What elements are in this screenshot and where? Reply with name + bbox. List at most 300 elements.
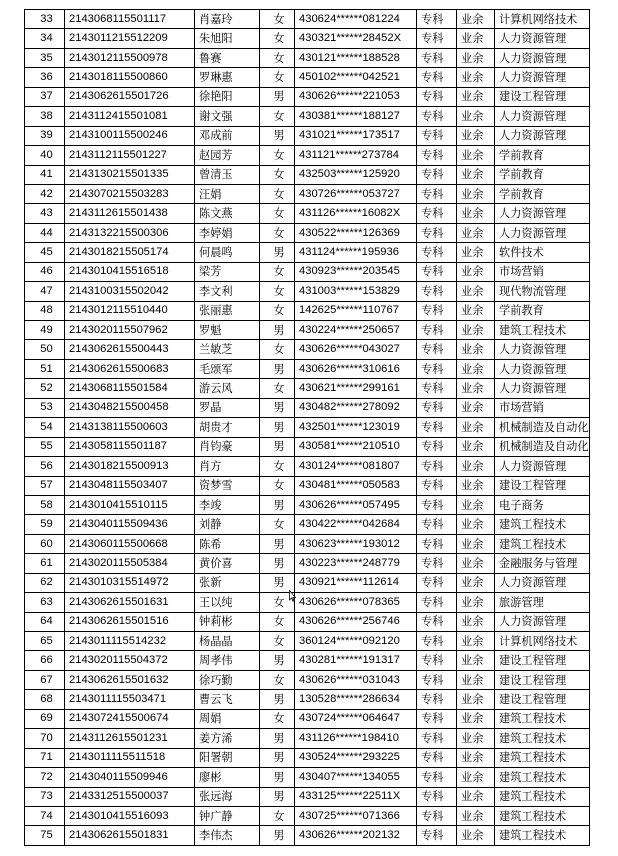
row-student-name: 兰敏芝 bbox=[195, 340, 260, 359]
row-education-level: 专科 bbox=[417, 729, 457, 748]
table-row bbox=[25, 68, 590, 87]
row-student-name: 李婷娟 bbox=[195, 223, 260, 242]
table-row bbox=[25, 670, 590, 689]
row-seq-number: 65 bbox=[25, 632, 65, 651]
table-row bbox=[25, 554, 590, 573]
row-education-level: 专科 bbox=[417, 126, 457, 145]
row-student-name: 姜方浠 bbox=[195, 729, 260, 748]
row-exam-number: 2143062615500443 bbox=[65, 340, 195, 359]
row-exam-number: 2143048215500458 bbox=[65, 398, 195, 417]
row-student-name: 曹云飞 bbox=[195, 690, 260, 709]
row-gender: 女 bbox=[260, 457, 295, 476]
row-major: 建设工程管理 bbox=[495, 476, 590, 495]
row-id-number: 430626******057495 bbox=[295, 495, 417, 514]
row-education-level: 专科 bbox=[417, 495, 457, 514]
row-student-name: 徐巧勤 bbox=[195, 670, 260, 689]
row-seq-number: 52 bbox=[25, 379, 65, 398]
row-education-level: 专科 bbox=[417, 534, 457, 553]
row-education-level: 专科 bbox=[417, 709, 457, 728]
row-id-number: 430482******278092 bbox=[295, 398, 417, 417]
table-row bbox=[25, 495, 590, 514]
row-student-name: 赵园芳 bbox=[195, 146, 260, 165]
row-major: 人力资源管理 bbox=[495, 457, 590, 476]
row-exam-number: 2143062615501632 bbox=[65, 670, 195, 689]
row-seq-number: 64 bbox=[25, 612, 65, 631]
row-student-name: 朱旭阳 bbox=[195, 29, 260, 48]
table-row bbox=[25, 107, 590, 126]
row-major: 学前教育 bbox=[495, 146, 590, 165]
row-student-name: 周娟 bbox=[195, 709, 260, 728]
row-seq-number: 50 bbox=[25, 340, 65, 359]
row-id-number: 430621******299161 bbox=[295, 379, 417, 398]
table-row bbox=[25, 768, 590, 787]
row-id-number: 432503******125920 bbox=[295, 165, 417, 184]
row-exam-number: 2143020115504372 bbox=[65, 651, 195, 670]
row-gender: 男 bbox=[260, 126, 295, 145]
table-row bbox=[25, 729, 590, 748]
row-seq-number: 54 bbox=[25, 418, 65, 437]
row-seq-number: 45 bbox=[25, 243, 65, 262]
row-exam-number: 2143112615501438 bbox=[65, 204, 195, 223]
row-student-name: 肖钧豪 bbox=[195, 437, 260, 456]
row-seq-number: 41 bbox=[25, 165, 65, 184]
row-id-number: 130528******286634 bbox=[295, 690, 417, 709]
row-major: 建设工程管理 bbox=[495, 651, 590, 670]
table-row bbox=[25, 379, 590, 398]
table-row bbox=[25, 748, 590, 767]
row-gender: 男 bbox=[260, 768, 295, 787]
row-study-mode: 业余 bbox=[457, 340, 495, 359]
row-study-mode: 业余 bbox=[457, 10, 495, 29]
row-major: 机械制造及自动化 bbox=[495, 418, 590, 437]
row-education-level: 专科 bbox=[417, 29, 457, 48]
row-gender: 男 bbox=[260, 495, 295, 514]
row-major: 建筑工程技术 bbox=[495, 729, 590, 748]
row-study-mode: 业余 bbox=[457, 359, 495, 378]
row-id-number: 430724******064647 bbox=[295, 709, 417, 728]
table-row bbox=[25, 340, 590, 359]
row-exam-number: 2143060115500668 bbox=[65, 534, 195, 553]
row-student-name: 资梦雪 bbox=[195, 476, 260, 495]
row-seq-number: 68 bbox=[25, 690, 65, 709]
row-id-number: 430626******078365 bbox=[295, 593, 417, 612]
row-study-mode: 业余 bbox=[457, 282, 495, 301]
table-row bbox=[25, 787, 590, 806]
row-seq-number: 34 bbox=[25, 29, 65, 48]
row-student-name: 胡贵才 bbox=[195, 418, 260, 437]
row-study-mode: 业余 bbox=[457, 437, 495, 456]
row-seq-number: 59 bbox=[25, 515, 65, 534]
row-gender: 男 bbox=[260, 748, 295, 767]
row-gender: 女 bbox=[260, 68, 295, 87]
row-major: 市场营销 bbox=[495, 262, 590, 281]
row-major: 计算机网络技术 bbox=[495, 10, 590, 29]
row-study-mode: 业余 bbox=[457, 321, 495, 340]
row-gender: 女 bbox=[260, 48, 295, 67]
row-gender: 男 bbox=[260, 787, 295, 806]
row-seq-number: 33 bbox=[25, 10, 65, 29]
row-major: 学前教育 bbox=[495, 184, 590, 203]
row-exam-number: 2143048115503407 bbox=[65, 476, 195, 495]
row-student-name: 邓成前 bbox=[195, 126, 260, 145]
row-gender: 女 bbox=[260, 612, 295, 631]
row-id-number: 430281******191317 bbox=[295, 651, 417, 670]
row-exam-number: 2143132215500306 bbox=[65, 223, 195, 242]
row-education-level: 专科 bbox=[417, 457, 457, 476]
row-student-name: 梁芳 bbox=[195, 262, 260, 281]
row-study-mode: 业余 bbox=[457, 729, 495, 748]
row-student-name: 肖嘉玲 bbox=[195, 10, 260, 29]
row-id-number: 430481******050583 bbox=[295, 476, 417, 495]
row-education-level: 专科 bbox=[417, 379, 457, 398]
row-major: 建筑工程技术 bbox=[495, 768, 590, 787]
row-seq-number: 49 bbox=[25, 321, 65, 340]
row-exam-number: 2143011115503471 bbox=[65, 690, 195, 709]
table-row bbox=[25, 457, 590, 476]
row-seq-number: 62 bbox=[25, 573, 65, 592]
row-gender: 女 bbox=[260, 632, 295, 651]
table-row bbox=[25, 806, 590, 825]
row-study-mode: 业余 bbox=[457, 379, 495, 398]
row-seq-number: 35 bbox=[25, 48, 65, 67]
row-study-mode: 业余 bbox=[457, 748, 495, 767]
row-gender: 女 bbox=[260, 670, 295, 689]
row-major: 建设工程管理 bbox=[495, 87, 590, 106]
table-row bbox=[25, 651, 590, 670]
row-education-level: 专科 bbox=[417, 10, 457, 29]
row-id-number: 430121******188528 bbox=[295, 48, 417, 67]
row-study-mode: 业余 bbox=[457, 632, 495, 651]
row-gender: 女 bbox=[260, 165, 295, 184]
row-id-number: 431126******16082X bbox=[295, 204, 417, 223]
row-study-mode: 业余 bbox=[457, 184, 495, 203]
table-row bbox=[25, 476, 590, 495]
row-id-number: 360124******092120 bbox=[295, 632, 417, 651]
row-exam-number: 2143100115500246 bbox=[65, 126, 195, 145]
row-student-name: 罗琳惠 bbox=[195, 68, 260, 87]
row-gender: 女 bbox=[260, 340, 295, 359]
row-id-number: 430921******112614 bbox=[295, 573, 417, 592]
row-study-mode: 业余 bbox=[457, 457, 495, 476]
row-seq-number: 69 bbox=[25, 709, 65, 728]
row-education-level: 专科 bbox=[417, 398, 457, 417]
row-major: 人力资源管理 bbox=[495, 359, 590, 378]
row-student-name: 何晨鸣 bbox=[195, 243, 260, 262]
row-exam-number: 2143012115500978 bbox=[65, 48, 195, 67]
row-id-number: 430522******126369 bbox=[295, 223, 417, 242]
table-row bbox=[25, 573, 590, 592]
row-major: 人力资源管理 bbox=[495, 340, 590, 359]
row-study-mode: 业余 bbox=[457, 398, 495, 417]
row-exam-number: 2143010415510115 bbox=[65, 495, 195, 514]
table-row bbox=[25, 262, 590, 281]
row-seq-number: 51 bbox=[25, 359, 65, 378]
row-gender: 男 bbox=[260, 418, 295, 437]
row-major: 电子商务 bbox=[495, 495, 590, 514]
row-major: 人力资源管理 bbox=[495, 48, 590, 67]
row-exam-number: 2143072415500674 bbox=[65, 709, 195, 728]
row-gender: 男 bbox=[260, 729, 295, 748]
row-exam-number: 2143130215501335 bbox=[65, 165, 195, 184]
row-seq-number: 55 bbox=[25, 437, 65, 456]
row-study-mode: 业余 bbox=[457, 87, 495, 106]
row-education-level: 专科 bbox=[417, 806, 457, 825]
table-row bbox=[25, 87, 590, 106]
row-exam-number: 2143062615501631 bbox=[65, 593, 195, 612]
row-exam-number: 2143010315514972 bbox=[65, 573, 195, 592]
row-id-number: 142625******110767 bbox=[295, 301, 417, 320]
roster-body bbox=[25, 10, 590, 846]
row-education-level: 专科 bbox=[417, 787, 457, 806]
row-exam-number: 2143068115501117 bbox=[65, 10, 195, 29]
row-gender: 女 bbox=[260, 223, 295, 242]
row-study-mode: 业余 bbox=[457, 68, 495, 87]
row-education-level: 专科 bbox=[417, 573, 457, 592]
row-study-mode: 业余 bbox=[457, 223, 495, 242]
row-exam-number: 2143100315502042 bbox=[65, 282, 195, 301]
row-major: 建筑工程技术 bbox=[495, 787, 590, 806]
row-gender: 男 bbox=[260, 573, 295, 592]
row-study-mode: 业余 bbox=[457, 806, 495, 825]
row-major: 市场营销 bbox=[495, 398, 590, 417]
row-id-number: 433125******22511X bbox=[295, 787, 417, 806]
row-education-level: 专科 bbox=[417, 437, 457, 456]
row-student-name: 罗晶 bbox=[195, 398, 260, 417]
row-seq-number: 73 bbox=[25, 787, 65, 806]
row-seq-number: 42 bbox=[25, 184, 65, 203]
row-id-number: 430626******031043 bbox=[295, 670, 417, 689]
row-id-number: 430623******193012 bbox=[295, 534, 417, 553]
row-id-number: 430626******221053 bbox=[295, 87, 417, 106]
row-id-number: 431124******195936 bbox=[295, 243, 417, 262]
row-exam-number: 2143018115500860 bbox=[65, 68, 195, 87]
row-student-name: 张远海 bbox=[195, 787, 260, 806]
table-row bbox=[25, 593, 590, 612]
row-id-number: 430321******28452X bbox=[295, 29, 417, 48]
row-seq-number: 74 bbox=[25, 806, 65, 825]
table-row bbox=[25, 48, 590, 67]
row-exam-number: 2143062615501726 bbox=[65, 87, 195, 106]
row-seq-number: 75 bbox=[25, 826, 65, 845]
row-study-mode: 业余 bbox=[457, 768, 495, 787]
row-exam-number: 2143040115509436 bbox=[65, 515, 195, 534]
row-education-level: 专科 bbox=[417, 321, 457, 340]
row-major: 建筑工程技术 bbox=[495, 748, 590, 767]
row-student-name: 阳署朝 bbox=[195, 748, 260, 767]
row-seq-number: 70 bbox=[25, 729, 65, 748]
row-study-mode: 业余 bbox=[457, 107, 495, 126]
row-student-name: 汪娟 bbox=[195, 184, 260, 203]
row-gender: 女 bbox=[260, 379, 295, 398]
row-gender: 男 bbox=[260, 87, 295, 106]
row-exam-number: 2143010415516518 bbox=[65, 262, 195, 281]
row-id-number: 430725******071366 bbox=[295, 806, 417, 825]
row-major: 人力资源管理 bbox=[495, 379, 590, 398]
row-education-level: 专科 bbox=[417, 826, 457, 845]
row-id-number: 431121******273784 bbox=[295, 146, 417, 165]
row-student-name: 钟莉彬 bbox=[195, 612, 260, 631]
row-exam-number: 2143020115505384 bbox=[65, 554, 195, 573]
row-exam-number: 2143010415516093 bbox=[65, 806, 195, 825]
row-study-mode: 业余 bbox=[457, 476, 495, 495]
row-education-level: 专科 bbox=[417, 359, 457, 378]
row-exam-number: 2143112415501081 bbox=[65, 107, 195, 126]
row-exam-number: 2143112115501227 bbox=[65, 146, 195, 165]
row-study-mode: 业余 bbox=[457, 165, 495, 184]
row-major: 人力资源管理 bbox=[495, 204, 590, 223]
table-row bbox=[25, 437, 590, 456]
row-seq-number: 66 bbox=[25, 651, 65, 670]
row-seq-number: 67 bbox=[25, 670, 65, 689]
row-education-level: 专科 bbox=[417, 768, 457, 787]
row-student-name: 罗魁 bbox=[195, 321, 260, 340]
row-gender: 男 bbox=[260, 243, 295, 262]
row-education-level: 专科 bbox=[417, 146, 457, 165]
row-gender: 女 bbox=[260, 29, 295, 48]
row-education-level: 专科 bbox=[417, 301, 457, 320]
row-major: 计算机网络技术 bbox=[495, 632, 590, 651]
row-student-name: 张新 bbox=[195, 573, 260, 592]
row-study-mode: 业余 bbox=[457, 243, 495, 262]
row-seq-number: 46 bbox=[25, 262, 65, 281]
row-major: 建筑工程技术 bbox=[495, 515, 590, 534]
row-education-level: 专科 bbox=[417, 223, 457, 242]
row-exam-number: 2143040115509946 bbox=[65, 768, 195, 787]
row-seq-number: 43 bbox=[25, 204, 65, 223]
row-major: 建设工程管理 bbox=[495, 690, 590, 709]
row-student-name: 张丽惠 bbox=[195, 301, 260, 320]
row-study-mode: 业余 bbox=[457, 29, 495, 48]
row-id-number: 431126******198410 bbox=[295, 729, 417, 748]
table-row bbox=[25, 282, 590, 301]
row-education-level: 专科 bbox=[417, 554, 457, 573]
row-id-number: 430422******042684 bbox=[295, 515, 417, 534]
row-exam-number: 2143011115511518 bbox=[65, 748, 195, 767]
row-id-number: 430124******081807 bbox=[295, 457, 417, 476]
row-gender: 女 bbox=[260, 184, 295, 203]
row-education-level: 专科 bbox=[417, 690, 457, 709]
table-row bbox=[25, 534, 590, 553]
row-exam-number: 2143011115514232 bbox=[65, 632, 195, 651]
row-student-name: 黄价喜 bbox=[195, 554, 260, 573]
row-student-name: 刘静 bbox=[195, 515, 260, 534]
row-study-mode: 业余 bbox=[457, 515, 495, 534]
table-row bbox=[25, 29, 590, 48]
row-study-mode: 业余 bbox=[457, 826, 495, 845]
row-seq-number: 57 bbox=[25, 476, 65, 495]
row-seq-number: 61 bbox=[25, 554, 65, 573]
row-exam-number: 2143070215503283 bbox=[65, 184, 195, 203]
row-id-number: 431021******173517 bbox=[295, 126, 417, 145]
row-seq-number: 37 bbox=[25, 87, 65, 106]
row-student-name: 毛颂军 bbox=[195, 359, 260, 378]
row-gender: 男 bbox=[260, 651, 295, 670]
row-study-mode: 业余 bbox=[457, 670, 495, 689]
row-exam-number: 2143312515500037 bbox=[65, 787, 195, 806]
row-major: 建筑工程技术 bbox=[495, 709, 590, 728]
row-gender: 男 bbox=[260, 398, 295, 417]
row-study-mode: 业余 bbox=[457, 651, 495, 670]
row-study-mode: 业余 bbox=[457, 709, 495, 728]
table-row bbox=[25, 515, 590, 534]
row-id-number: 430581******210510 bbox=[295, 437, 417, 456]
row-study-mode: 业余 bbox=[457, 418, 495, 437]
row-student-name: 徐艳阳 bbox=[195, 87, 260, 106]
row-student-name: 陈希 bbox=[195, 534, 260, 553]
row-major: 机械制造及自动化 bbox=[495, 437, 590, 456]
row-id-number: 430626******310616 bbox=[295, 359, 417, 378]
row-student-name: 李文利 bbox=[195, 282, 260, 301]
table-row bbox=[25, 690, 590, 709]
row-id-number: 430223******248779 bbox=[295, 554, 417, 573]
row-gender: 女 bbox=[260, 282, 295, 301]
row-id-number: 432501******123019 bbox=[295, 418, 417, 437]
row-major: 人力资源管理 bbox=[495, 223, 590, 242]
row-seq-number: 58 bbox=[25, 495, 65, 514]
table-row bbox=[25, 398, 590, 417]
row-id-number: 430224******250657 bbox=[295, 321, 417, 340]
row-study-mode: 业余 bbox=[457, 301, 495, 320]
row-gender: 女 bbox=[260, 204, 295, 223]
table-row bbox=[25, 126, 590, 145]
row-education-level: 专科 bbox=[417, 282, 457, 301]
row-major: 建筑工程技术 bbox=[495, 321, 590, 340]
row-seq-number: 39 bbox=[25, 126, 65, 145]
table-row bbox=[25, 826, 590, 845]
table-row bbox=[25, 146, 590, 165]
row-seq-number: 60 bbox=[25, 534, 65, 553]
table-row bbox=[25, 632, 590, 651]
row-gender: 女 bbox=[260, 10, 295, 29]
row-gender: 男 bbox=[260, 690, 295, 709]
row-student-name: 曾清玉 bbox=[195, 165, 260, 184]
table-row bbox=[25, 243, 590, 262]
table-row bbox=[25, 165, 590, 184]
row-major: 人力资源管理 bbox=[495, 29, 590, 48]
row-id-number: 430626******202132 bbox=[295, 826, 417, 845]
row-exam-number: 2143011215512209 bbox=[65, 29, 195, 48]
table-row bbox=[25, 321, 590, 340]
row-study-mode: 业余 bbox=[457, 787, 495, 806]
row-id-number: 430726******053727 bbox=[295, 184, 417, 203]
row-exam-number: 2143062615501516 bbox=[65, 612, 195, 631]
row-exam-number: 2143062615501831 bbox=[65, 826, 195, 845]
row-seq-number: 71 bbox=[25, 748, 65, 767]
row-major: 建筑工程技术 bbox=[495, 534, 590, 553]
row-id-number: 430407******134055 bbox=[295, 768, 417, 787]
row-major: 建筑工程技术 bbox=[495, 806, 590, 825]
row-study-mode: 业余 bbox=[457, 126, 495, 145]
table-row bbox=[25, 301, 590, 320]
row-education-level: 专科 bbox=[417, 262, 457, 281]
row-seq-number: 47 bbox=[25, 282, 65, 301]
row-student-name: 肖方 bbox=[195, 457, 260, 476]
row-exam-number: 2143020115507962 bbox=[65, 321, 195, 340]
table-row bbox=[25, 223, 590, 242]
row-study-mode: 业余 bbox=[457, 48, 495, 67]
row-education-level: 专科 bbox=[417, 340, 457, 359]
row-major: 人力资源管理 bbox=[495, 68, 590, 87]
row-major: 人力资源管理 bbox=[495, 126, 590, 145]
table-row bbox=[25, 184, 590, 203]
row-gender: 男 bbox=[260, 321, 295, 340]
row-education-level: 专科 bbox=[417, 748, 457, 767]
row-student-name: 陈文燕 bbox=[195, 204, 260, 223]
row-id-number: 430923******203545 bbox=[295, 262, 417, 281]
row-education-level: 专科 bbox=[417, 418, 457, 437]
row-student-name: 谢文强 bbox=[195, 107, 260, 126]
row-major: 建设工程管理 bbox=[495, 670, 590, 689]
